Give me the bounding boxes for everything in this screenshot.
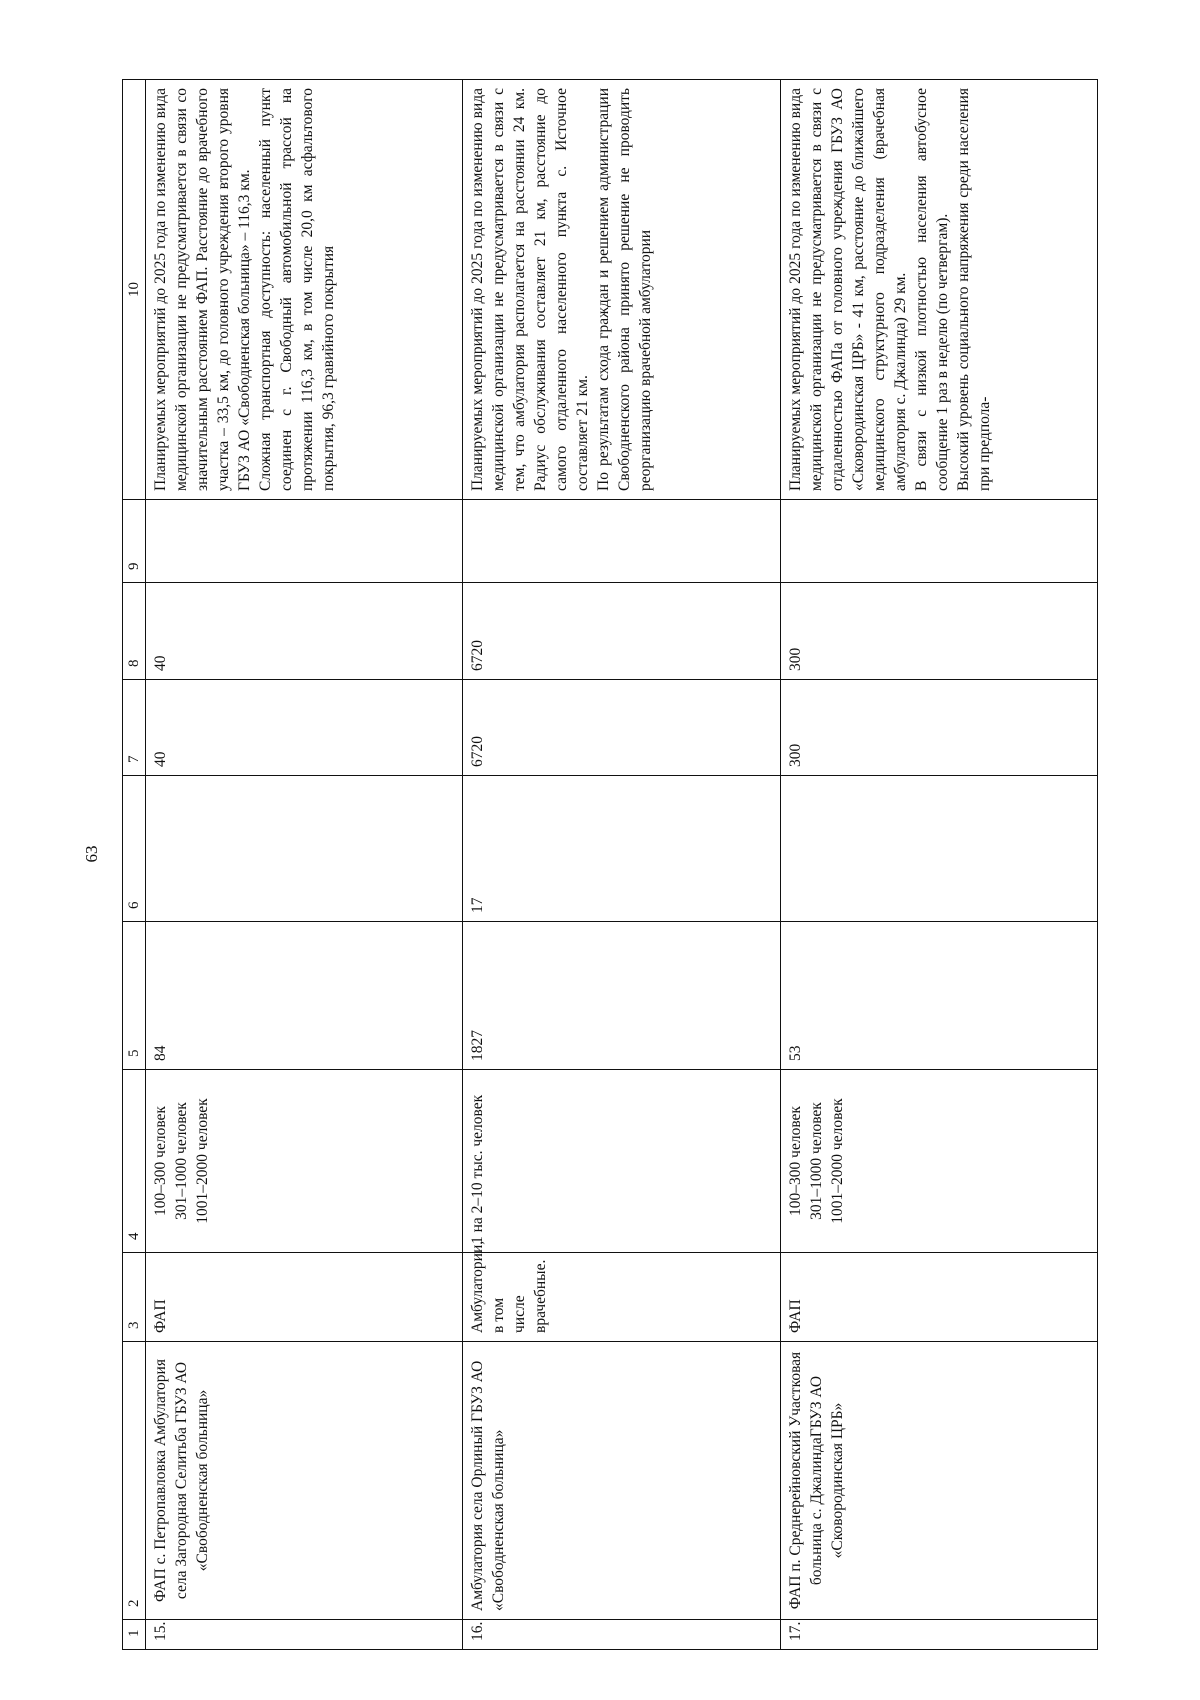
facility-name: ФАП с. Петропавловка Амбулатория села Загородная Селитьба ГБУЗ АО «Свободненская больница» bbox=[146, 1342, 463, 1620]
cell-col7: 40 bbox=[146, 680, 463, 776]
header-row bbox=[123, 80, 146, 1650]
header-cell: 5 bbox=[123, 922, 146, 1070]
table-row bbox=[462, 80, 781, 1650]
facility-type: Амбулатории, в том числе врачебные. bbox=[462, 1253, 781, 1342]
cell-col7: 6720 bbox=[462, 680, 781, 776]
population-range: 100–300 человек 301–1000 человек 1001–2000 человек bbox=[146, 1070, 463, 1253]
cell-col9 bbox=[146, 500, 463, 583]
cell-col6: 17 bbox=[462, 776, 781, 922]
header-cell: 2 bbox=[123, 1342, 146, 1620]
cell-col5: 1827 bbox=[462, 922, 781, 1070]
facility-name: Амбулатория села Орлиный ГБУЗ АО «Свободненская больница» bbox=[462, 1342, 781, 1620]
cell-col9 bbox=[781, 500, 1098, 583]
cell-col5: 84 bbox=[146, 922, 463, 1070]
cell-col7: 300 bbox=[781, 680, 1098, 776]
cell-col9 bbox=[462, 500, 781, 583]
population-range: 1 на 2–10 тыс. человек bbox=[462, 1070, 781, 1253]
population-range: 100–300 человек 301–1000 человек 1001–2000 человек bbox=[781, 1070, 1098, 1253]
facility-type: ФАП bbox=[781, 1253, 1098, 1342]
row-number: 16. bbox=[462, 1620, 781, 1650]
header-cell: 7 bbox=[123, 680, 146, 776]
header-cell: 6 bbox=[123, 776, 146, 922]
header-cell: 10 bbox=[123, 80, 146, 500]
table-row bbox=[781, 80, 1098, 1650]
table-row bbox=[146, 80, 463, 1650]
cell-col8: 40 bbox=[146, 583, 463, 680]
cell-col6 bbox=[146, 776, 463, 922]
cell-col5: 53 bbox=[781, 922, 1098, 1070]
header-cell: 4 bbox=[123, 1070, 146, 1253]
page-number: 63 bbox=[82, 845, 101, 863]
facility-name: ФАП п. Среднерейновский Участковая больница с. ДжалиндаГБУЗ АО «Сковородинская ЦРБ» bbox=[781, 1342, 1098, 1620]
row-number: 15. bbox=[146, 1620, 463, 1650]
cell-col8: 6720 bbox=[462, 583, 781, 680]
facilities-table bbox=[122, 79, 1098, 1650]
facility-type: ФАП bbox=[146, 1253, 463, 1342]
cell-col8: 300 bbox=[781, 583, 1098, 680]
header-cell: 3 bbox=[123, 1253, 146, 1342]
cell-col6 bbox=[781, 776, 1098, 922]
note-text: Планируемых мероприятий до 2025 года по изменению вида медицинской организации не предусматривается в связи с отдаленностью ФАПа от головного учреждения ГБУЗ АО «Сковородинская ЦРБ» - 41 км, расстояние до ближайшего медицинского структурного подразделения (врачебная амбулатория с. Джалинда) 29 км. В связи с низкой плотностью населения автобусное сообщение 1 раз в неделю (по четвергам). Высокий уровень социального напряжения среди населения при предпола- bbox=[781, 80, 1098, 500]
note-text: Планируемых мероприятий до 2025 года по изменению вида медицинской организации не предусматривается в связи с тем, что амбулатория располагается на расстоянии 24 км. Радиус обслуживания составляет 21 км, расстояние до самого отдаленного населенного пункта с. Источное составляет 21 км. По результатам схода граждан и решением администрации Свободненского района принято решение не проводить реорганизацию врачебной амбулатории bbox=[462, 80, 781, 500]
header-cell: 8 bbox=[123, 583, 146, 680]
note-text: Планируемых мероприятий до 2025 года по изменению вида медицинской организации не предусматривается в связи со значительным расстоянием ФАП. Расстояние до врачебного участка – 33,5 км, до головного учреждения второго уровня ГБУЗ АО «Свободненская больница» – 116,3 км. Сложная транспортная доступность: населенный пункт соединен с г. Свободный автомобильной трассой на протяжении 116,3 км, в том числе 20,0 км асфальтового покрытия, 96,3 гравийного покрытия bbox=[146, 80, 463, 500]
header-cell: 9 bbox=[123, 500, 146, 583]
header-cell: 1 bbox=[123, 1620, 146, 1650]
row-number: 17. bbox=[781, 1620, 1098, 1650]
